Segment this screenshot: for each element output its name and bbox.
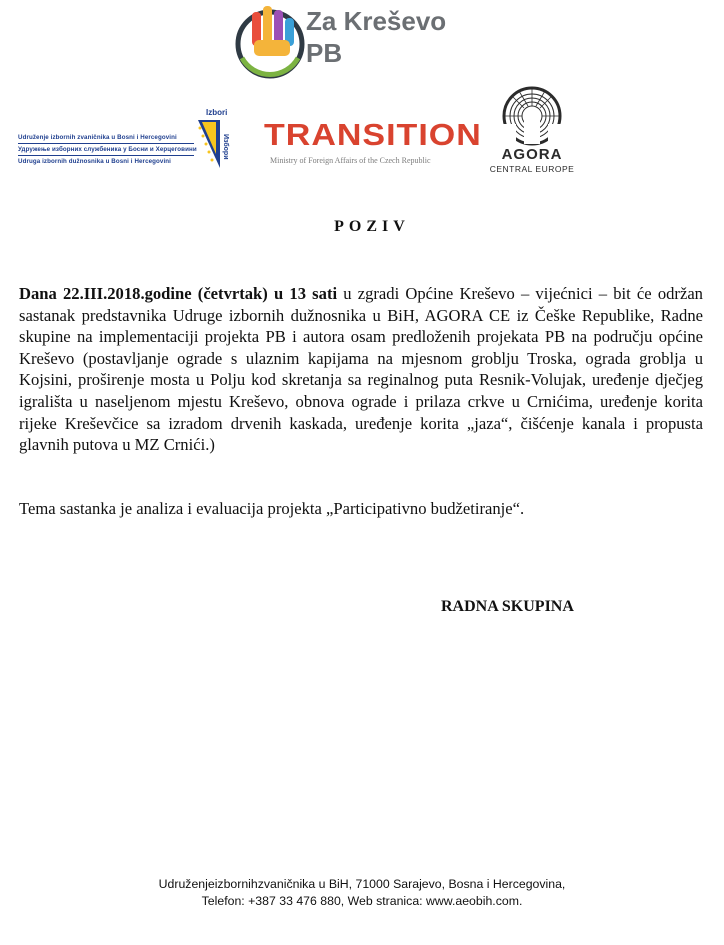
invitation-text: u zgradi Općine Kreševo – vijećnici – bit će održan sastanak predstavnika Udruge izbornih dužnosnika u BiH, AGORA CE iz Češke Republike, Radne skupine na implementaciji projekta PB i autora osam predloženih projekata PB na području općine Kreševo (postavljanje ograde s ulaznim kapijama na mjesnom groblju Troska, ograda groblja u Kojsini, proširenje mosta u Polju kod skretanja sa reginalnog puta Resnik-Volujak, uređenje dječjeg igrališta u naseljenom mjestu Kreševo, obnova ograde i prilaza crkve u Crnićima, uređenje korita rijeke Kreševčice sa izradom drvenih kaskada, uređenje korita „jaza“, čišćenje kanala i propusta glavnih putova u MZ Crnići.) — [19, 284, 703, 455]
za-kresevo-pb-logo — [232, 2, 462, 84]
document-heading: POZIV — [334, 218, 410, 235]
logo-title: Za Kreševo — [306, 6, 447, 36]
izbori-mark: Izbori — [206, 108, 228, 117]
invitation-paragraph — [19, 283, 703, 456]
divider — [18, 143, 194, 144]
udruzenje-line-latin: Udruženje izbornih zvaničnika u Bosni i Hercegovini — [18, 134, 177, 141]
signature: RADNA SKUPINA — [441, 598, 574, 615]
topic-paragraph: Tema sastanka je analiza i evaluacija projekta „Participativno budžetiranje“. — [19, 499, 525, 518]
udruzenje-line-cyrillic: Удружење изборних службеника у Босни и Херцеговини — [18, 146, 197, 153]
footer-contact: Telefon: +387 33 476 880, Web stranica: www.aeobih.com. — [201, 894, 523, 908]
agora-logo — [482, 84, 582, 176]
transition-wordmark: TRANSITION — [264, 118, 482, 153]
footer — [0, 876, 724, 910]
agora-wordmark: AGORA — [501, 146, 563, 163]
bih-flag-icon — [194, 118, 222, 174]
footer-address: Udruženjeizbornihzvaničnika u BiH, 71000 Sarajevo, Bosna i Hercegovina, — [158, 877, 566, 891]
izbori-cyrillic-mark: Избори — [222, 134, 229, 160]
agora-subtitle: CENTRAL EUROPE — [489, 164, 575, 174]
divider — [18, 155, 194, 156]
udruzenje-line-croatian: Udruga izbornih dužnosnika u Bosni i Hercegovini — [18, 158, 171, 165]
udruzenje-logo — [18, 108, 228, 174]
transition-logo — [264, 118, 482, 170]
hands-circle-icon — [232, 2, 308, 84]
meeting-date-time: Dana 22.III.2018.godine (četvrtak) u 13 sati — [19, 284, 338, 303]
transition-subtitle: Ministry of Foreign Affairs of the Czech Republic — [270, 156, 431, 165]
agora-amphitheater-icon — [486, 84, 578, 146]
logo-subtitle: PB — [306, 38, 343, 68]
